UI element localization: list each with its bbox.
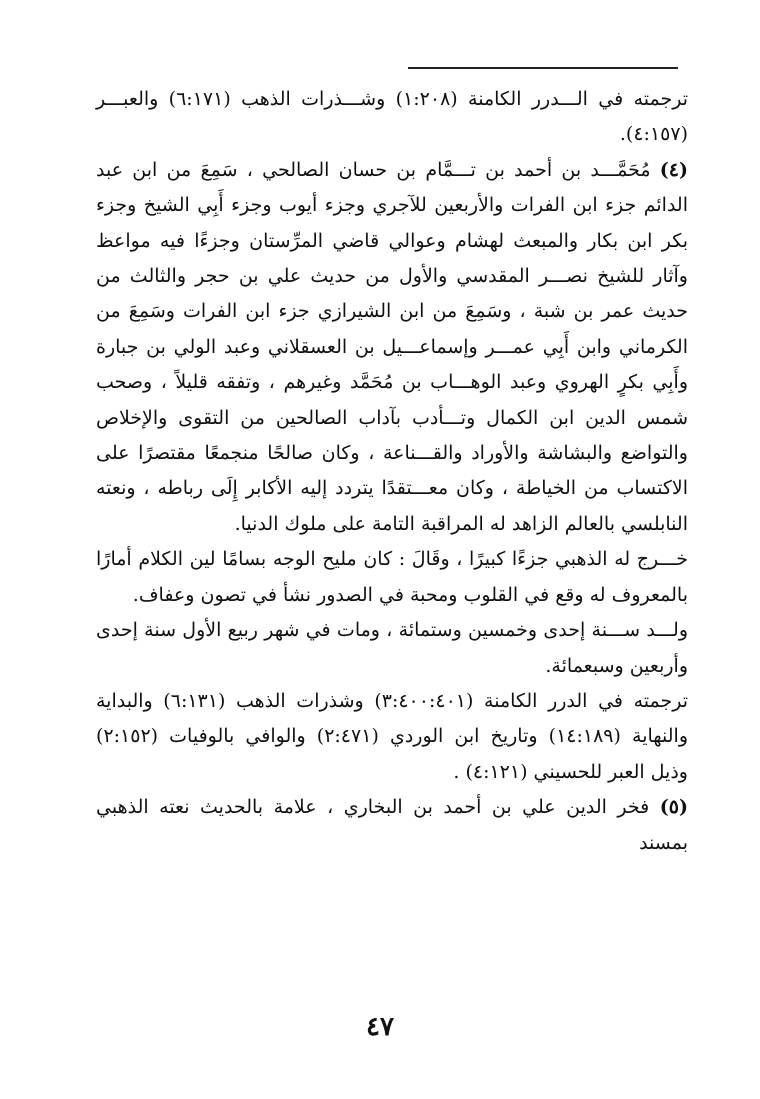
footnote-continuation [96, 82, 688, 153]
page-number: ٤٧ [366, 1012, 394, 1042]
footnote-4-sources [96, 684, 688, 790]
footnote-4 [96, 153, 688, 542]
footnotes-body [96, 82, 688, 861]
footnote-number: (٤) [659, 158, 688, 181]
paragraph-text: ترجمته في الـــدرر الكامنة (١:٢٠٨) وشـــذرات الذهب (٦:١٧١) والعبـــر (٤:١٥٧). [96, 88, 688, 146]
footnote-4-quote [96, 542, 688, 613]
paragraph-text: خـــرج له الذهبي جزءًا كبيرًا ، وقَالَ : كان مليح الوجه بسامًا لين الكلام أمارًا بالمعروف له وقع في القلوب ومحبة في الصدور نشأ في تصون وعفاف. [96, 548, 688, 606]
paragraph-text: فخر الدين علي بن أحمد بن البخاري ، علامة بالحديث نعته الذهبي بمسند [96, 796, 688, 854]
footnote-5 [96, 790, 688, 861]
paragraph-text: ولـــد ســـنة إحدى وخمسين وستمائة ، ومات في شهر ربيع الأول سنة إحدى وأربعين وسبعمائة. [96, 619, 688, 677]
footnote-4-birth-death [96, 613, 688, 684]
paragraph-text: ترجمته في الدرر الكامنة (٣:٤٠٠:٤٠١) وشذرات الذهب (٦:١٣١) والبداية والنهاية (١٤:١٨٩) وتاريخ ابن الوردي (٢:٤٧١) والوافي بالوفيات (٢:١٥٢) وذيل العبر للحسيني (٤:١٢١) . [96, 689, 689, 783]
footnote-rule [408, 67, 678, 69]
paragraph-text: مُحَمَّـــد بن أحمد بن تـــمَّام بن حسان الصالحي ، سَمِعَ من ابن عبد الدائم جزء ابن الفرات والأربعين للآجري وجزء أيوب وجزء أَبِي الشيخ وجزء بكر ابن بكار والمبعث لهشام وعوالي قاضي المرِّستان وجزءًا فيه مواعظ وآثار للشيخ نصـــر المقدسي والأول من حديث علي بن حجر والثالث من حديث عمر بن شبة ، وسَمِعَ من ابن الشيرازي جزء ابن الفرات وسَمِعَ من الكرماني وابن أَبِي عمـــر وإسماعـــيل بن العسقلاني وعبد الولي بن جبارة وأَبِي بكرٍ الهروي وعبد الوهـــاب بن مُحَمَّد وغيرهم ، وتفقه قليلاً ، وصحب شمس الدين ابن الكمال وتـــأدب بآداب الصالحين من التقوى والإخلاص والتواضع والبشاشة والأوراد والقـــناعة ، وكان صالحًا منجمعًا مقتصرًا على الاكتساب من الخياطة ، وكان معـــتقدًا يتردد إليه الأكابر إِلَى رباطه ، ونعته النابلسي بالعالم الزاهد له المراقبة التامة على ملوك الدنيا. [96, 158, 688, 535]
footnote-number: (٥) [659, 796, 688, 819]
